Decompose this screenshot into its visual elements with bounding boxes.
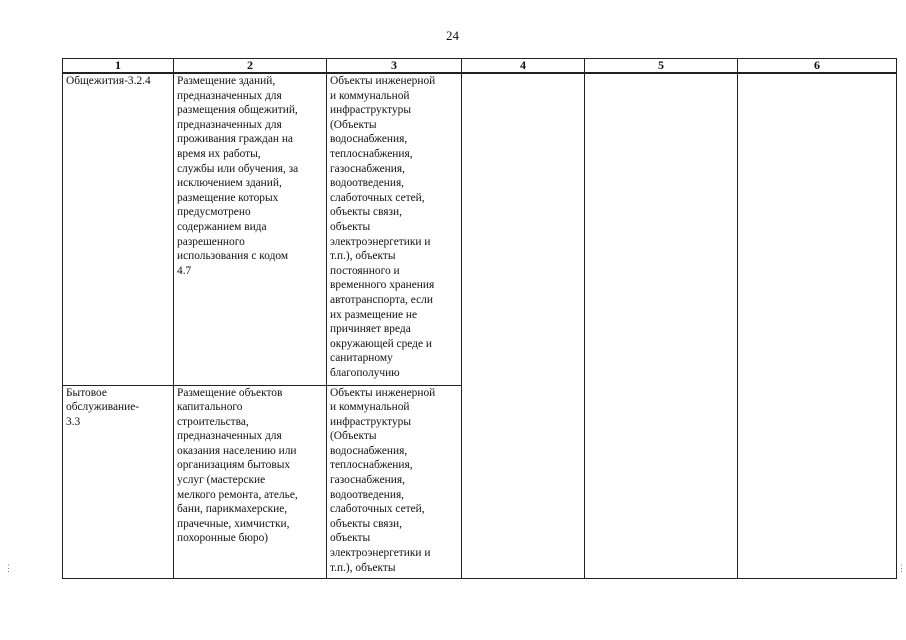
land-use-type: Общежития-3.2.4 bbox=[66, 75, 151, 87]
table-cell bbox=[63, 73, 174, 385]
left-margin-mark: ⋮ bbox=[4, 563, 13, 573]
table-cell bbox=[327, 385, 462, 578]
land-use-description: Размещение объектов капитального строительства, предназначенных для оказания населению или организациям бытовых услуг (мастерские мелкого ремонта, ателье, бани, парикмахерские, прачечные, химчистки, похоронные бюро) bbox=[177, 386, 298, 545]
zoning-table bbox=[62, 58, 897, 579]
land-use-description: Размещение зданий, предназначенных для размещения общежитий, предназначенных для проживания граждан на время их работы, службы или обучения, за исключением зданий, размещение которых предусмотрено содержанием вида разрешенного использования с кодом 4.7 bbox=[177, 75, 299, 277]
column-header: 6 bbox=[738, 59, 897, 74]
column-header: 2 bbox=[174, 59, 327, 74]
table-header-row bbox=[63, 59, 897, 74]
table-cell-empty bbox=[462, 73, 585, 578]
table-cell bbox=[174, 73, 327, 385]
table-cell-empty bbox=[738, 73, 897, 578]
table-cell bbox=[63, 385, 174, 578]
table-cell bbox=[327, 73, 462, 385]
column-header: 3 bbox=[327, 59, 462, 74]
table-row bbox=[63, 73, 897, 385]
auxiliary-use: Объекты инженерной и коммунальной инфраструктуры (Объекты водоснабжения, теплоснабжения, газоснабжения, водоотведения, слаботочных сетей, объекты связи, объекты электроэнергетики и т.п.), объекты bbox=[330, 386, 436, 574]
column-header: 4 bbox=[462, 59, 585, 74]
table-cell bbox=[174, 385, 327, 578]
column-header: 1 bbox=[63, 59, 174, 74]
land-use-type: Бытовое обслуживание- 3.3 bbox=[66, 386, 140, 428]
column-header: 5 bbox=[585, 59, 738, 74]
right-margin-mark: ⋮ bbox=[897, 563, 906, 573]
page-number: 24 bbox=[446, 28, 459, 43]
auxiliary-use: Объекты инженерной и коммунальной инфраструктуры (Объекты водоснабжения, теплоснабжения, газоснабжения, водоотведения, слаботочных сетей, объекты связи, объекты электроэнергетики и т.п.), объекты постоянного и временного хранения автотранспорта, если их размещение не причиняет вреда окружающей среде и санитарному благополучию bbox=[330, 75, 436, 379]
table-cell-empty bbox=[585, 73, 738, 578]
